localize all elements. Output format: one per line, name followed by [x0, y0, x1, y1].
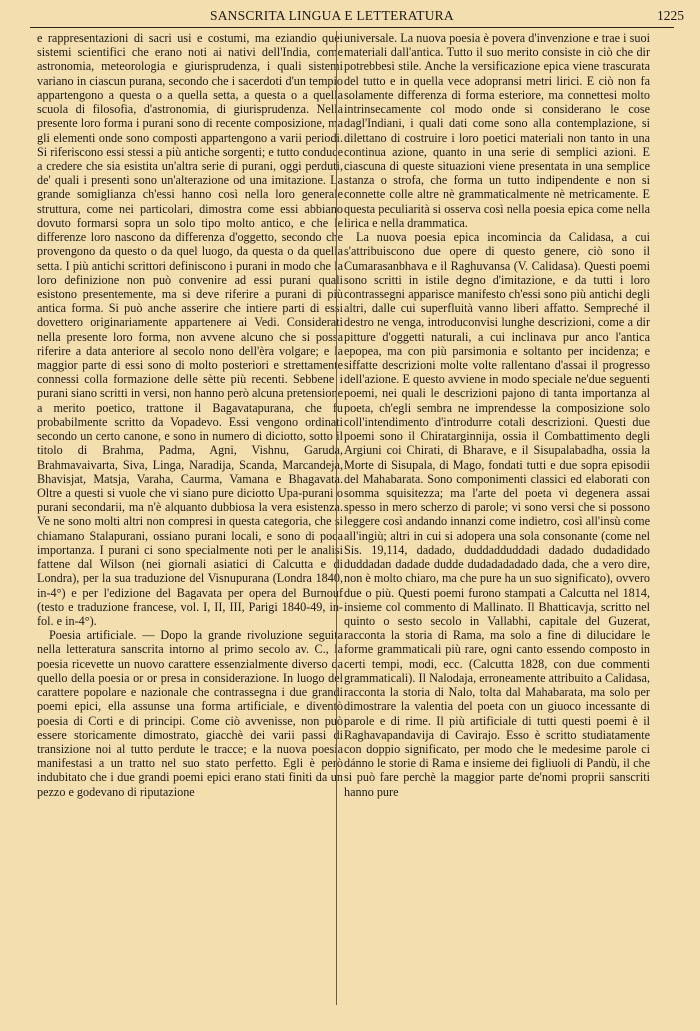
paragraph: Poesia artificiale. — Dopo la grande rivoluzione seguita nella letteratura sanscrita intorno al primo secolo av. C., la poesia ricevette un nuovo carattere essenzialmente diverso da quello della poesia or or presa in considerazione. In luogo del carattere popolare e nazionale che contrassegna i due grandi poemi epici, ella assunse una forma artificiale, e diventò poesia di Corti e di principi. Come ciò avvenisse, non può essere storicamente dimostrato, giacchè dei varii passi di transizione noi al tutto perdute le tracce; e la nuova poesia manifestasi a un tratto nel suo stato perfetto. Egli è però indubitato che i due grandi poemi epici erano stati finiti da un pezzo e godevano di riputazione [37, 628, 343, 799]
left-column [37, 31, 343, 799]
left-column-text: e rappresentazioni di sacri usi e costumi, ma eziandio quei sistemi scientifici che erano noti ai nativi dell'India, come astronomia, meteorologia e giurisprudenza, i quali sistemi variano in ciascun purana, secondo che i sacerdoti d'un tempio appartengono a questa o a quella setta, a questa o a quella scuola di filosofia, d'astronomia, di giurisprudenza. Nella presente loro forma i purani sono di recente composizione, ma gli elementi onde sono composti appartengono a varii periodi. Si riferiscono essi stessi a più antiche sorgenti; e tutto conduce a credere che sia esistita un'altra serie di purani, oggi perduti, de' quali i presenti sono un'alterazione od una imitazione. La grande somiglianza ch'essi hanno così nella loro generale struttura, come nei particolari, dimostra come essi abbiano dovuto formarsi sopra un solo tipo molto antico, e che le differenze loro nascono da differenza d'oggetto, secondo che provengono da questo o da quel luogo, da questa o da quella setta. I più antichi scrittori definiscono i purani in modo che la loro definizione non può convenire ad essi purani quali esistono presentemente, ma si deve riferire a purani di più antica forma. Si può anche asserire che intiere parti di essi dovettero originariamente appartenere ai Vedi. Considerati nella presente loro forma, non avvene alcuno che si possa riferire a data anteriore al secolo nono dell'èra volgare; e la maggior parte di essi sono di molto posteriori e strettamente connessi colla formazione delle sètte più recenti. Sebbene i purani siano scritti in versi, non hanno però alcuna pretensione a merito poetico, trattone il Bagavatapurana, che fu probabilmente scritto da Vopadevo. Essi vengono ordinati secondo un certo canone, e sono in numero di diciotto, sotto il titolo di Brahma, Padma, Agni, Vishnu, Garuda, Brahmavaivarta, Siva, Linga, Naradija, Scanda, Marcandeja, Bhavisjat, Matsja, Varaha, Caurma, Vamana e Bhagavata. Oltre a questi si vuole che vi siano pure diciotto Upa-purani o purani secondarii, ma n'è alquanto dubbiosa la vera esistenza. Ve ne sono molti altri non compresi in questa categoria, che si chiamano Stalapurani, ossiano purani locali, e sono di poca importanza. I purani ci sono specialmente noti per le analisi fattene dal Wilson (nei giornali asiatici di Calcutta e di Londra), per la sua traduzione del Visnupurana (Londra 1840, in-4°) e per l'edizione del Bagavata per opera del Burnouf (testo e traduzione francese, vol. I, II, III, Parigi 1840-49, in-fol. e in-4°). [37, 31, 343, 628]
page-number: 1225 [657, 8, 684, 23]
right-column [344, 31, 650, 799]
header-rule [30, 27, 674, 28]
running-title: SANSCRITA LINGUA E LETTERATURA [210, 8, 454, 23]
column-divider [336, 31, 337, 1005]
paragraph: La nuova poesia epica incomincia da Calidasa, a cui s'attribuiscono due opere di questo genere, ciò sono il Cumarasanbhava e il Raghuvansa (V. Calidasa). Questi poemi sono scritti in istile degno d'imitazione, e da tutti i loro contrassegni apparisce manifesto ch'essi sono più antichi degli altri, dalle cui superfluità vanno liberi affatto. Sempreché il destro ne venga, introduconvisi lunghe descrizioni, come a dir pitture d'oggetti naturali, a cui inclinava pur anco l'antica epopea, ma con più parsimonia e soltanto per incidenza; e siffatte descrizioni molte volte rallentano d'assai il progresso dell'azione. E questo avviene in modo speciale ne'due seguenti poemi, nei quali le descrizioni pajono di tanta importanza al poeta, ch'egli sembra ne imprendesse la composizione solo coll'intendimento d'introdurre cotali descrizioni. Questi due poemi sono il Chiratarginnija, ossia il Combattimento degli Argiuni coi Chirati, di Bharave, e il Sisupalabadha, ossia la Morte di Sisupala, di Mago, fondati tutti e due sopra episodii del Mahabarata. Sono componimenti classici ed elaborati con somma squisitezza; ma l'arte del poeta vi degenera assai spesso in mero scherzo di parole; vi sono versi che si possono leggere così andando innanzi come indietro, così all'insù come all'ingiù; altri in cui si adopera una sola consonante (come nel Sis. 19,114, dadado, duddadduddadi dadado dudadidado duddadan dadade dudde dudadadadado dada, che a vero dire, non è molto chiaro, ma che pure ha un suo significato), ovvero due o più. Questi poemi furono stampati a Calcutta nel 1814, insieme col commento di Mallinato. Il Bhatticavja, scritto nel quinto o sesto secolo in Vallabhi, capitale del Guzerat, racconta la storia di Rama, ma solo a fine di dilucidare le forme grammaticali più rare, ogni canto essendo composto in certi tempi, modi, ecc. (Calcutta 1828, con due commenti grammaticali). Il Nalodaja, erroneamente attribuito a Calidasa, racconta la storia di Nalo, tolta dal Mahabarata, ma solo per dimostrare la valentia del poeta con un giuoco incessante di parole e di rime. Il più artificiale di tutti questi poemi è il Raghavapandavija di Cavirajo. Esso è scritto studiatamente con doppio significato, per modo che le medesime parole ci dánno le storie di Rama e insieme dei figliuoli di Pandù, il che si può fare perchè la maggior parte de'nomi proprii sanscriti hanno pure [344, 230, 650, 799]
right-column-text: universale. La nuova poesia è povera d'invenzione e trae i suoi materiali dall'antica. Tutto il suo merito consiste in ciò che dir potrebbesi stile. Anche la versificazione epica viene trascurata del tutto e in quella vece adopransi metri lirici. E ciò non fa solamente differenza di forma esteriore, ma connettesi molto intrinsecamente col modo onde si considerano le cose dagl'Indiani, i quali dati come sono alla contemplazione, si dilettano di costruire i loro poetici materiali non tanto in una continua azione, quanto in una serie di semplici azioni. E ciascuna di queste situazioni viene presentata in una semplice stanza o strofa, che forma un tutto indipendente e non si connette colle altre nè grammaticalmente nè metricamente. E questa peculiarità si osserva così nella poesia epica come nella lirica e nella drammatica. [344, 31, 650, 230]
